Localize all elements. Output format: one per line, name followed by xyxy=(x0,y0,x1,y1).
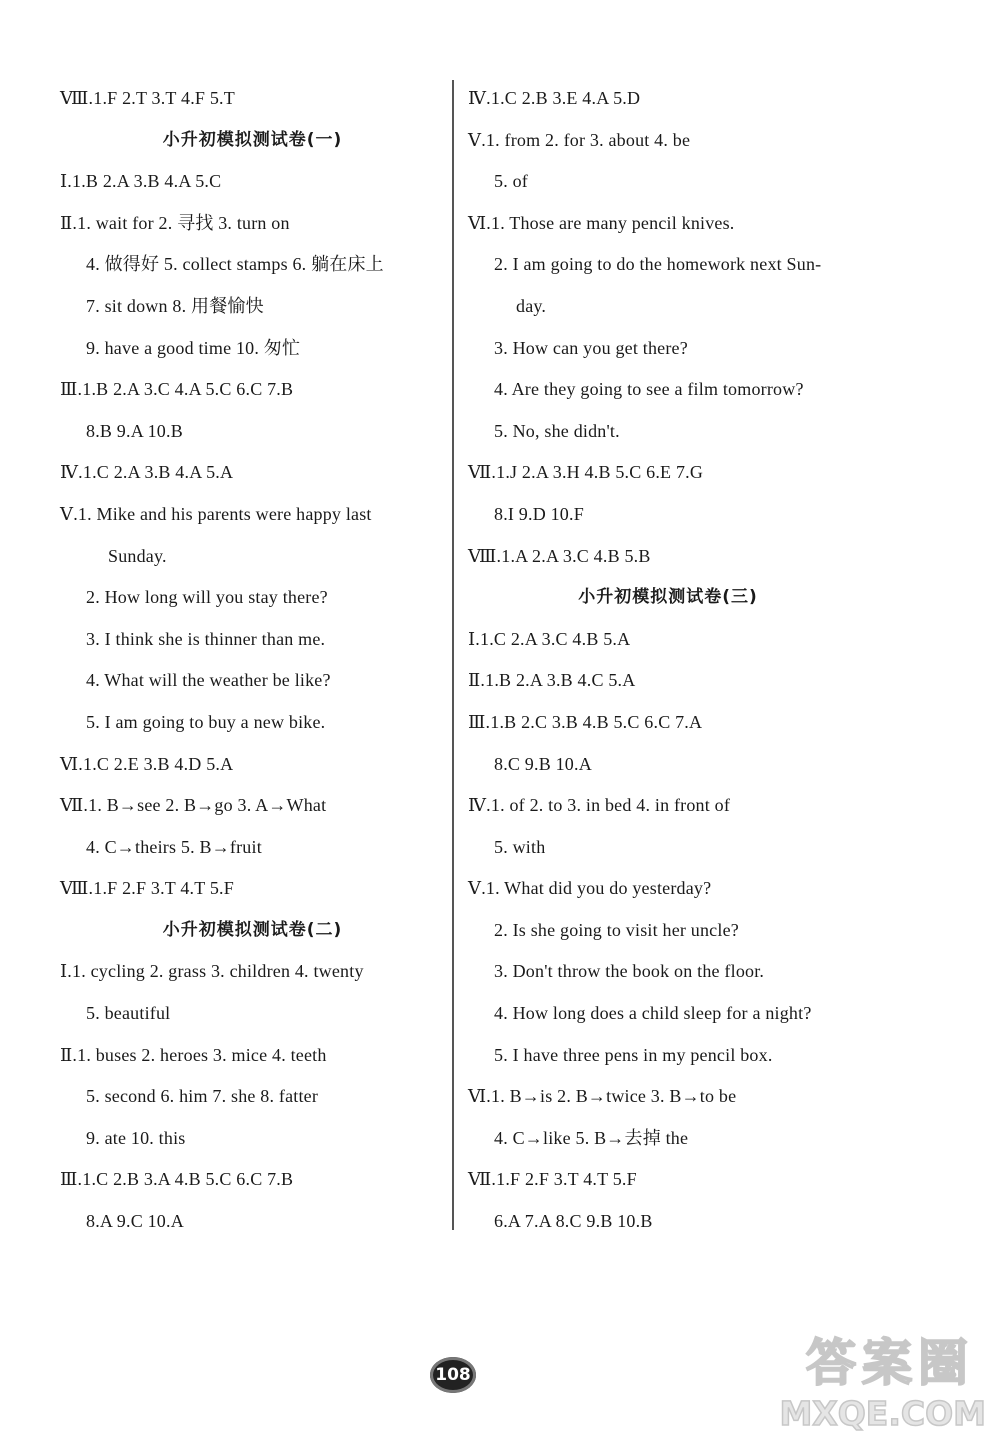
left-answer-column xyxy=(60,78,445,1243)
answer-line: Ⅷ.1.A 2.A 3.C 4.B 5.B xyxy=(468,545,651,566)
answer-line: 5. beautiful xyxy=(86,1003,171,1024)
column-divider xyxy=(452,80,454,1230)
answer-line: 6.A 7.A 8.C 9.B 10.B xyxy=(494,1211,653,1232)
answer-line: 2. I am going to do the homework next Sun- xyxy=(494,254,822,275)
answer-line: day. xyxy=(516,295,547,316)
answer-line: Ⅴ.1. Mike and his parents were happy last xyxy=(60,503,372,524)
watermark xyxy=(692,1323,992,1433)
answer-line: 4. 做得好 5. collect stamps 6. 躺在床上 xyxy=(86,254,384,275)
answer-line: Ⅳ.1. of 2. to 3. in bed 4. in front of xyxy=(468,795,731,816)
answer-line: 5. I am going to buy a new bike. xyxy=(86,711,326,732)
answer-line: Ⅶ.1.F 2.F 3.T 4.T 5.F xyxy=(468,1169,637,1190)
answer-line: 3. I think she is thinner than me. xyxy=(86,628,326,649)
answer-line: Ⅰ.1.C 2.A 3.C 4.B 5.A xyxy=(468,628,631,649)
watermark-url: MXQE.COM xyxy=(779,1394,986,1433)
answer-line: 9. have a good time 10. 匆忙 xyxy=(86,337,301,358)
section-title: 小升初模拟测试卷(三) xyxy=(578,587,758,608)
answer-line: Ⅰ.1. cycling 2. grass 3. children 4. twenty xyxy=(60,961,364,982)
answer-line: Ⅰ.1.B 2.A 3.B 4.A 5.C xyxy=(60,171,222,192)
answer-line: 5. No, she didn't. xyxy=(494,420,620,441)
answer-line: Ⅴ.1. from 2. for 3. about 4. be xyxy=(468,129,691,150)
right-answer-column xyxy=(468,78,868,1243)
answer-line: 8.C 9.B 10.A xyxy=(494,753,592,774)
answer-line: 4. C→like 5. B→去掉 the xyxy=(494,1127,689,1148)
answer-line: Ⅳ.1.C 2.B 3.E 4.A 5.D xyxy=(468,88,641,108)
answer-line: Ⅷ.1.F 2.T 3.T 4.F 5.T xyxy=(60,88,235,108)
answer-line: Ⅲ.1.B 2.A 3.C 4.A 5.C 6.C 7.B xyxy=(60,379,294,400)
answer-line: 5. second 6. him 7. she 8. fatter xyxy=(86,1086,319,1107)
answer-line: 3. Don't throw the book on the floor. xyxy=(494,961,765,982)
answer-line: Ⅱ.1. buses 2. heroes 3. mice 4. teeth xyxy=(60,1044,327,1065)
answer-line: Ⅶ.1.J 2.A 3.H 4.B 5.C 6.E 7.G xyxy=(468,462,704,483)
answer-line: Ⅳ.1.C 2.A 3.B 4.A 5.A xyxy=(60,462,234,483)
answer-line: 7. sit down 8. 用餐愉快 xyxy=(86,295,264,316)
watermark-logo: 答案圈 xyxy=(806,1334,974,1392)
answer-line: 2. Is she going to visit her uncle? xyxy=(494,919,739,940)
answer-line: Ⅴ.1. What did you do yesterday? xyxy=(468,878,712,899)
answer-line: 8.A 9.C 10.A xyxy=(86,1211,184,1232)
answer-line: 8.B 9.A 10.B xyxy=(86,420,183,441)
answer-line: 3. How can you get there? xyxy=(494,337,688,358)
answer-line: 5. with xyxy=(494,836,546,857)
answer-line: Ⅷ.1.F 2.F 3.T 4.T 5.F xyxy=(60,878,234,899)
answer-line: Ⅲ.1.C 2.B 3.A 4.B 5.C 6.C 7.B xyxy=(60,1169,294,1190)
answer-line: 5. I have three pens in my pencil box. xyxy=(494,1044,773,1065)
answer-line: 5. of xyxy=(494,171,528,192)
answer-line: 2. How long will you stay there? xyxy=(86,587,328,608)
section-title: 小升初模拟测试卷(一) xyxy=(162,129,343,150)
answer-line: Sunday. xyxy=(108,545,167,566)
answer-line: Ⅱ.1. wait for 2. 寻找 3. turn on xyxy=(60,212,290,233)
answer-line: Ⅵ.1. Those are many pencil knives. xyxy=(468,212,735,233)
answer-line: Ⅲ.1.B 2.C 3.B 4.B 5.C 6.C 7.A xyxy=(468,711,703,732)
answer-line: 4. Are they going to see a film tomorrow? xyxy=(494,379,804,400)
answer-line: Ⅱ.1.B 2.A 3.B 4.C 5.A xyxy=(468,670,636,691)
answer-line: 4. C→theirs 5. B→fruit xyxy=(86,836,262,857)
page-number-badge: 108 xyxy=(430,1357,476,1393)
answer-line: Ⅵ.1. B→is 2. B→twice 3. B→to be xyxy=(468,1086,737,1107)
section-title: 小升初模拟测试卷(二) xyxy=(162,919,343,940)
answer-line: 4. How long does a child sleep for a night? xyxy=(494,1003,812,1024)
answer-line: 8.I 9.D 10.F xyxy=(494,503,584,524)
answer-line: 4. What will the weather be like? xyxy=(86,670,331,691)
answer-line: 9. ate 10. this xyxy=(86,1127,186,1148)
answer-line: Ⅵ.1.C 2.E 3.B 4.D 5.A xyxy=(60,753,234,774)
answer-line: Ⅶ.1. B→see 2. B→go 3. A→What xyxy=(60,795,327,816)
